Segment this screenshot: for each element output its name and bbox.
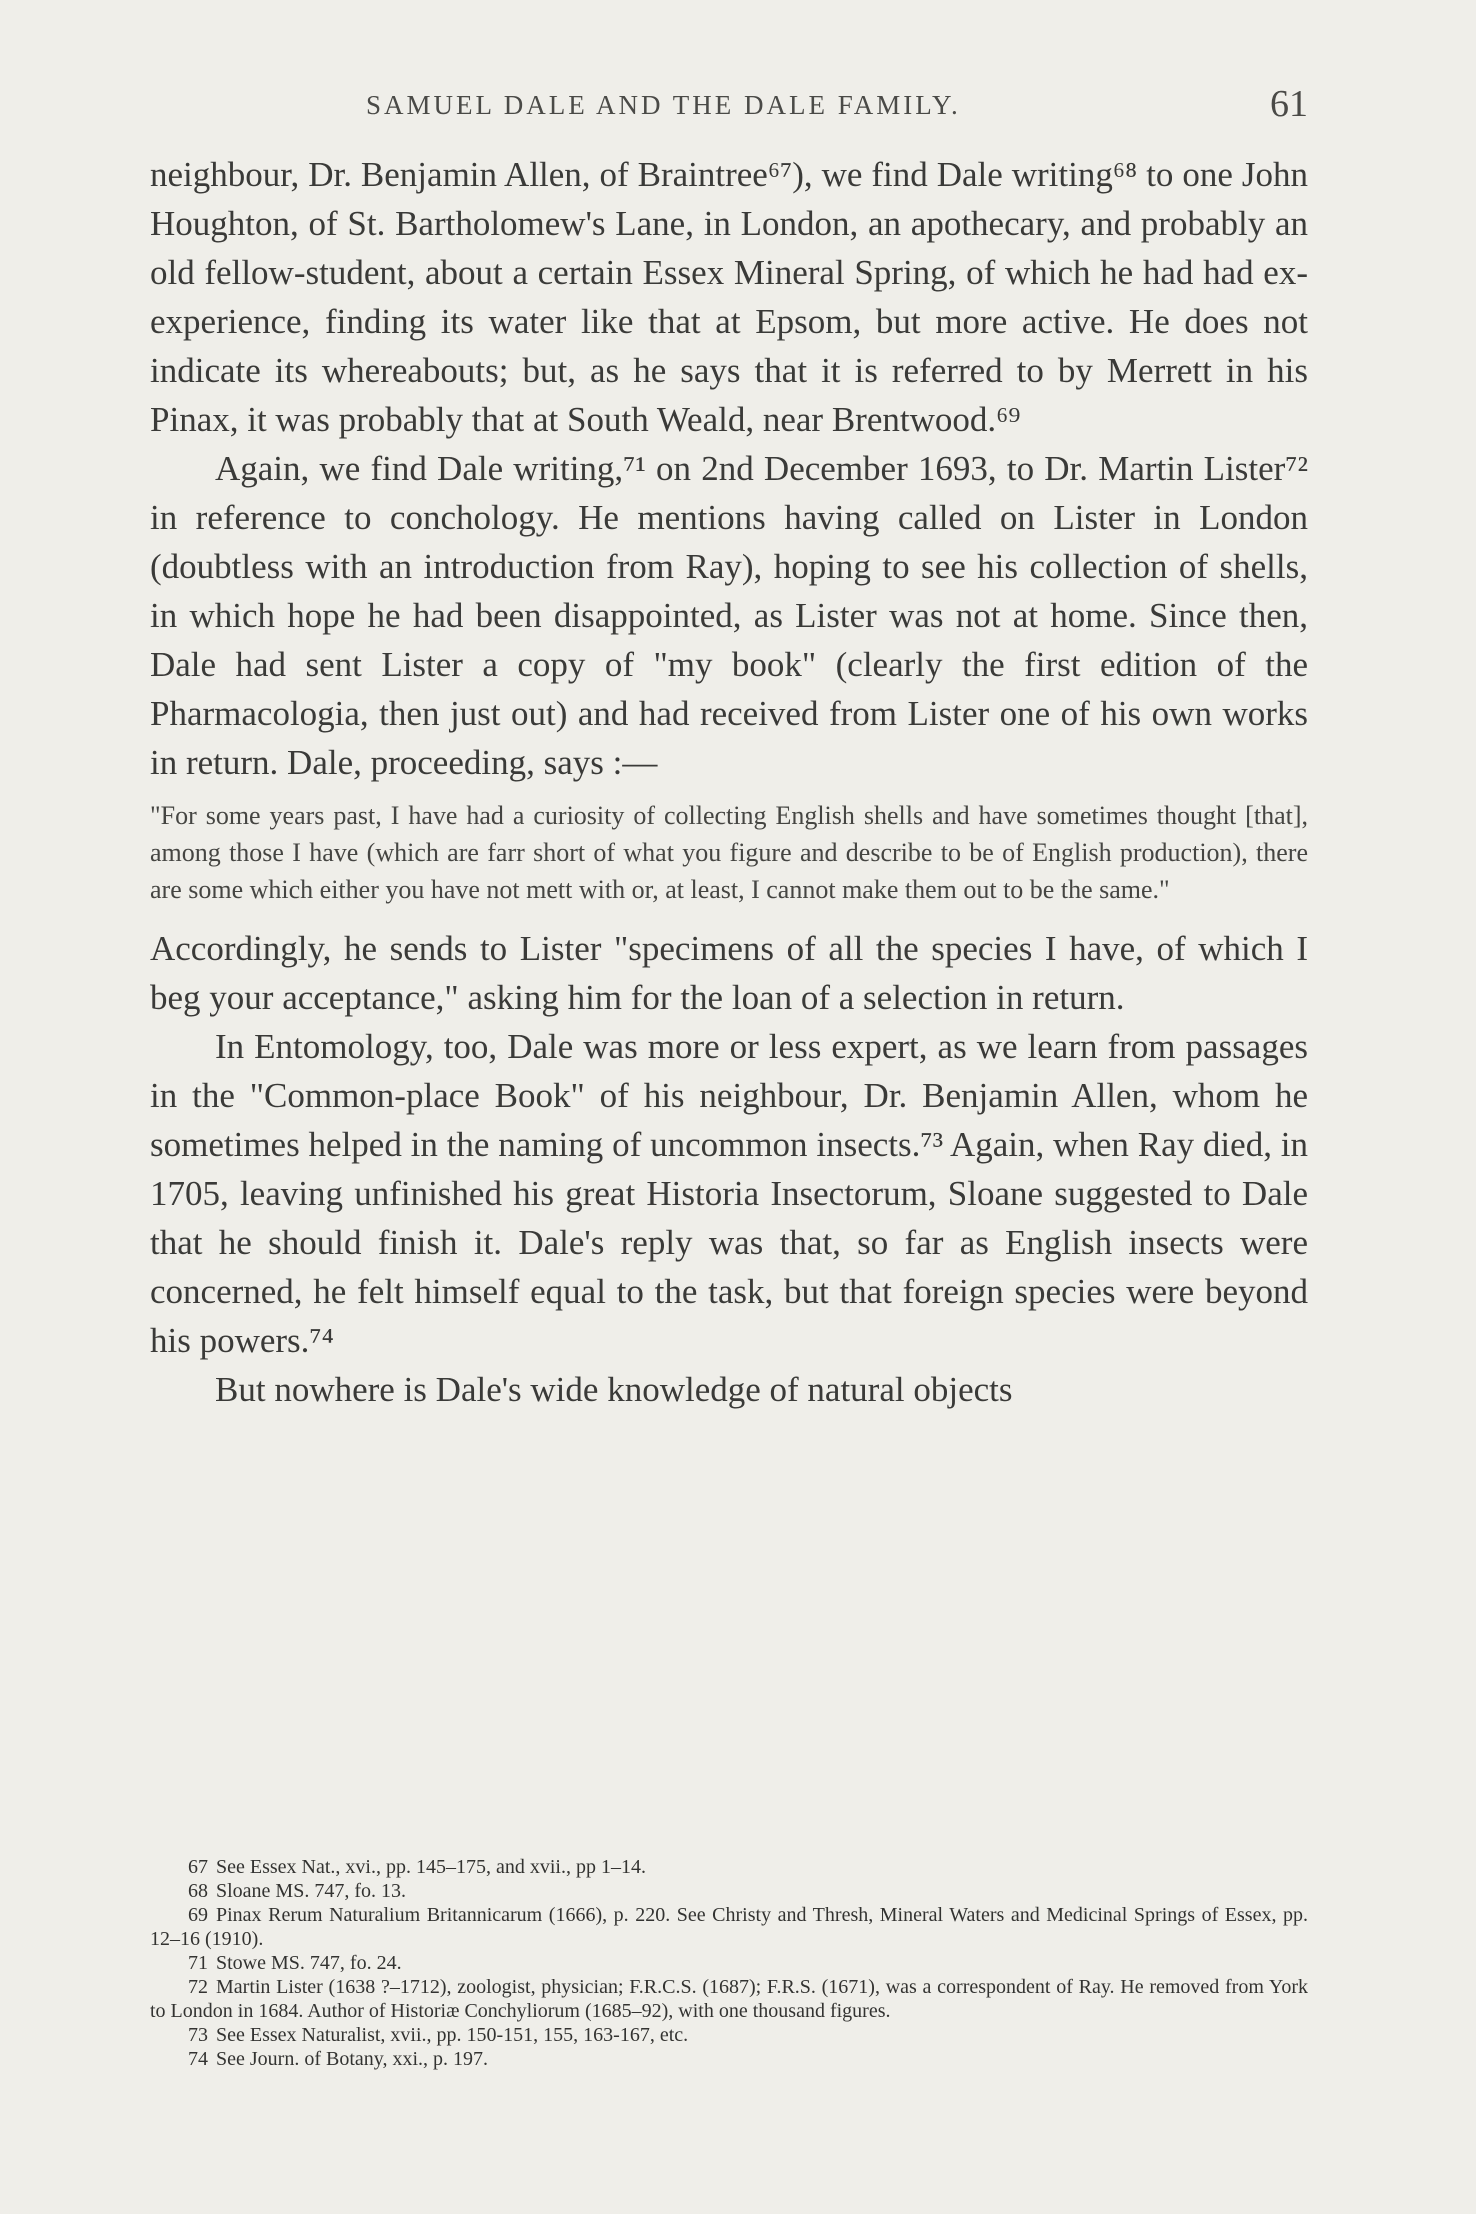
paragraph-houghton: neighbour, Dr. Benjamin Allen, of Braintree⁶⁷), we find Dale writing⁶⁸ to one John Houghton, of St. Bartholomew's Lane, in London, an apothecary, and probably an old fellow-student, about a certain Essex Mineral Spring, of which he had had ex-experience, finding its water like that at Epsom, but more active. He does not indicate its whereabouts; but, as he says that it is referred to by Merrett in his Pinax, it was probably that at South Weald, near Brentwood.⁶⁹ (150, 155, 1308, 439)
footnote (150, 1975, 1308, 2023)
footnote (150, 2023, 1308, 2047)
footnote-text: Martin Lister (1638 ?–1712), zoologist, physician; F.R.C.S. (1687); F.R.S. (1671), was a correspondent of Ray. He removed from York to London in 1684. Author of Historiæ Conchyliorum (1685–92), with one thousand figures. (150, 1976, 1308, 2022)
footnote (150, 1903, 1308, 1951)
footnotes (150, 1855, 1308, 2071)
page-number: 61 (1270, 83, 1308, 125)
footnote-text: See Journ. of Botany, xxi., p. 197. (216, 2048, 489, 2070)
paragraph-nowhere: But nowhere is Dale's wide knowledge of natural objects (215, 1370, 1013, 1409)
footnote (150, 1879, 1308, 1903)
footnote-text: Pinax Rerum Naturalium Britannicarum (1666), p. 220. See Christy and Thresh, Mineral Waters and Medicinal Springs of Essex, pp. 12–16 (1910). (150, 1904, 1308, 1950)
footnote-text: Sloane MS. 747, fo. 13. (216, 1880, 406, 1902)
page-header (150, 84, 1308, 128)
footnote-mark: 74 (188, 2048, 208, 2070)
footnote-mark: 68 (188, 1880, 208, 1902)
footnote-mark: 67 (188, 1856, 208, 1878)
footnote-mark: 72 (188, 1976, 208, 1998)
footnote (150, 1951, 1308, 1975)
footnote-text: See Essex Naturalist, xvii., pp. 150-151, 155, 163-167, etc. (216, 2024, 689, 2046)
footnote-text: Stowe MS. 747, fo. 24. (216, 1952, 402, 1974)
running-head: SAMUEL DALE AND THE DALE FAMILY. (366, 90, 961, 120)
footnote (150, 2047, 1308, 2071)
footnote-text: See Essex Nat., xvi., pp. 145–175, and xvii., pp 1–14. (216, 1856, 646, 1878)
footnote-mark: 69 (188, 1904, 208, 1926)
paragraph-entomology: In Entomology, too, Dale was more or less expert, as we learn from passages in the "Common-place Book" of his neighbour, Dr. Benjamin Allen, whom he sometimes helped in the naming of uncommon insects.⁷³ Again, when Ray died, in 1705, leaving unfinished his great Historia Insectorum, Sloane suggested to Dale that he should finish it. Dale's reply was that, so far as English insects were concerned, he felt himself equal to the task, but that foreign species were beyond his powers.⁷⁴ (150, 1027, 1308, 1360)
body-text (150, 150, 1308, 1414)
paragraph-lister: Again, we find Dale writing,⁷¹ on 2nd December 1693, to Dr. Martin Lister⁷² in reference to conchology. He mentions having called on Lister in London (doubtless with an introduction from Ray), hoping to see his collection of shells, in which hope he had been disappointed, as Lister was not at home. Since then, Dale had sent Lister a copy of "my book" (clearly the first edition of the Pharmacologia, then just out) and had received from Lister one of his own works in return. Dale, proceeding, says :— (150, 449, 1308, 782)
paragraph-accordingly: Accordingly, he sends to Lister "specimens of all the species I have, of which I beg your acceptance," asking him for the loan of a selection in return. (150, 929, 1308, 1017)
footnote (150, 1855, 1308, 1879)
footnote-mark: 71 (188, 1952, 208, 1974)
footnote-mark: 73 (188, 2024, 208, 2046)
block-quote: "For some years past, I have had a curiosity of collecting English shells and have sometimes thought [that], among those I have (which are farr short of what you figure and describe to be of English production), there are some which either you have not mett with or, at least, I cannot make them out to be the same." (150, 801, 1308, 904)
